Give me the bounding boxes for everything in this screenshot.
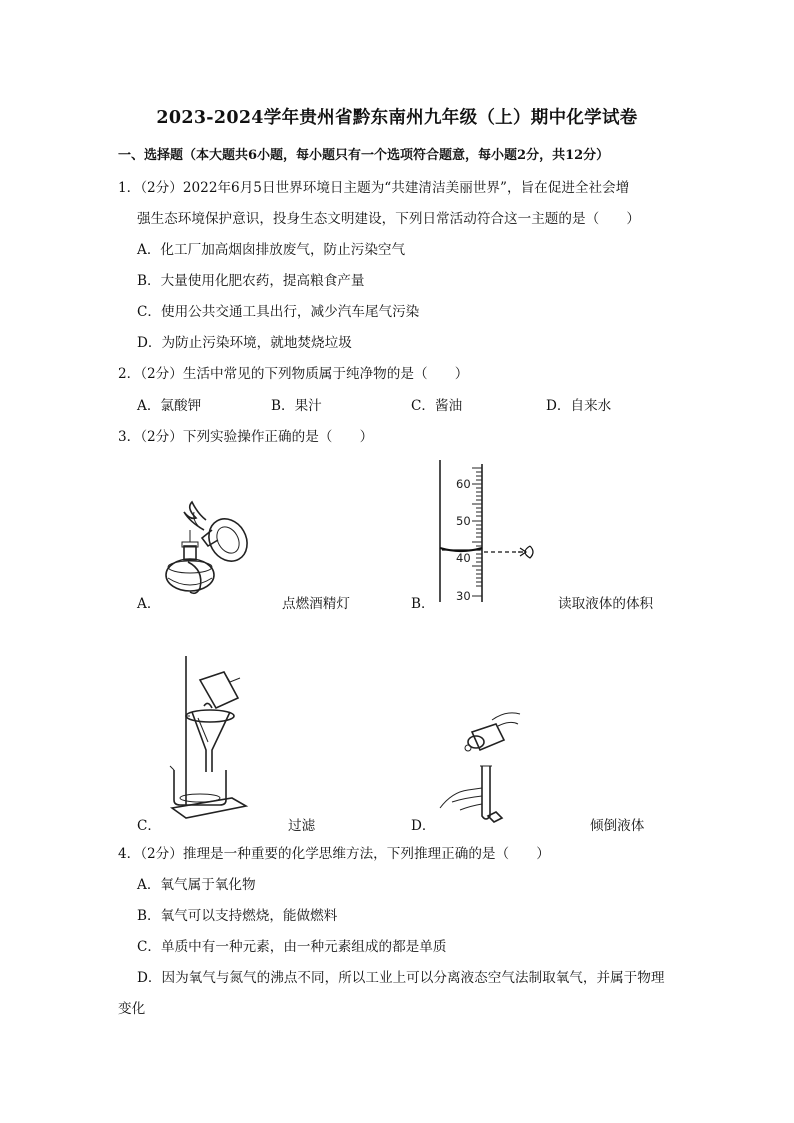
q2-option-a: A．氯酸钾 bbox=[137, 398, 202, 414]
q3-stem: 3．（2分）下列实验操作正确的是（ ） bbox=[118, 429, 374, 445]
q4-option-b: B．氧气可以支持燃烧，能做燃料 bbox=[137, 908, 338, 924]
cylinder-tick-30: 30 bbox=[456, 589, 471, 603]
figure-graduated-cylinder bbox=[420, 458, 550, 606]
q1-stem-line1: 1．（2分）2022年6月5日世界环境日主题为“共建清洁美丽世界”，旨在促进全社会增 bbox=[118, 180, 630, 196]
q2-option-b: B．果汁 bbox=[271, 398, 322, 414]
q1-option-c: C．使用公共交通工具出行，减少汽车尾气污染 bbox=[137, 304, 420, 320]
q1-option-b: B．大量使用化肥农药，提高粮食产量 bbox=[137, 273, 365, 289]
q4-option-c: C．单质中有一种元素，由一种元素组成的都是单质 bbox=[137, 939, 447, 955]
figure-pouring-liquid bbox=[432, 708, 532, 828]
figure-alcohol-lamp bbox=[160, 500, 260, 605]
q4-option-a: A．氧气属于氧化物 bbox=[137, 877, 256, 893]
q1-option-d: D．为防止污染环境，就地焚烧垃圾 bbox=[137, 335, 352, 351]
q2-option-d: D．自来水 bbox=[546, 398, 612, 414]
q3-option-b-letter: B． bbox=[411, 596, 435, 612]
q1-stem-line2: 强生态环境保护意识，投身生态文明建设，下列日常活动符合这一主题的是（ ） bbox=[137, 211, 640, 227]
q3-option-c-letter: C． bbox=[137, 818, 161, 834]
q2-stem: 2．（2分）生活中常见的下列物质属于纯净物的是（ ） bbox=[118, 366, 469, 382]
q3-option-a-letter: A． bbox=[137, 596, 161, 612]
cylinder-tick-40: 40 bbox=[456, 551, 471, 565]
q2-option-c: C．酱油 bbox=[411, 398, 463, 414]
section-heading: 一、选择题（本大题共6小题，每小题只有一个选项符合题意，每小题2分，共12分） bbox=[118, 148, 610, 163]
q3-caption-d: 倾倒液体 bbox=[590, 818, 645, 834]
q3-caption-a: 点燃酒精灯 bbox=[282, 596, 350, 612]
cylinder-tick-50: 50 bbox=[456, 514, 471, 528]
cylinder-tick-60: 60 bbox=[456, 477, 471, 491]
page-title: 2023-2024学年贵州省黔东南州九年级（上）期中化学试卷 bbox=[156, 108, 638, 128]
figure-filtration bbox=[160, 650, 260, 825]
q4-stem: 4．（2分）推理是一种重要的化学思维方法，下列推理正确的是（ ） bbox=[118, 846, 550, 862]
q3-caption-b: 读取液体的体积 bbox=[558, 596, 654, 612]
q3-option-d-letter: D． bbox=[411, 818, 436, 834]
q3-caption-c: 过滤 bbox=[288, 818, 316, 834]
q1-option-a: A．化工厂加高烟囱排放废气，防止污染空气 bbox=[137, 242, 406, 258]
q4-option-d-continuation: 变化 bbox=[118, 1001, 146, 1017]
q4-option-d: D．因为氧气与氮气的沸点不同，所以工业上可以分离液态空气法制取氧气，并属于物理 bbox=[137, 970, 665, 986]
